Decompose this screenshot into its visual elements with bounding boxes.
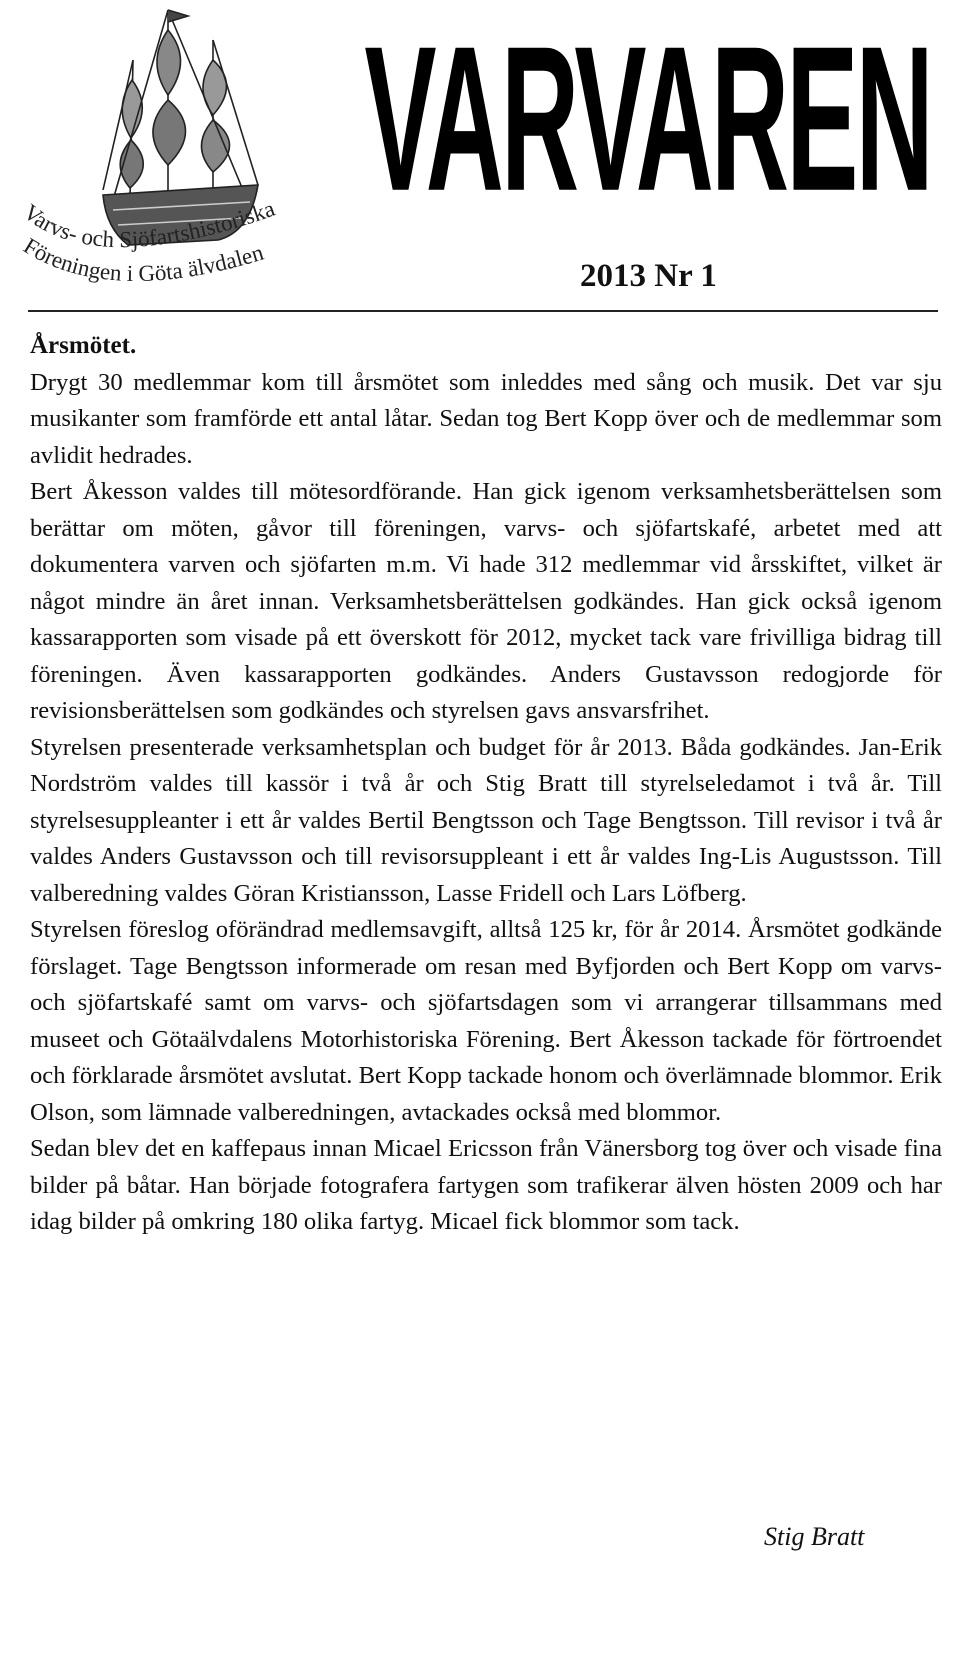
- article-paragraph: Sedan blev det en kaffepaus innan Micael Ericsson från Vänersborg tog över och visade fina bilder på båtar. Han började fotografera fartygen som trafikerar älven hösten 2009 och har idag bilder på omkring 180 olika fartyg. Micael fick blommor som tack.: [30, 1135, 942, 1235]
- sailing-ship-icon: [18, 0, 358, 290]
- article-paragraph: Bert Åkesson valdes till mötesordförande. Han gick igenom verksamhetsberättelsen som berättar om möten, gåvor till föreningen, varvs- och sjöfartskafé, arbetet med att dokumentera varven och sjöfarten m.m. Vi hade 312 medlemmar vid årsskiftet, vilket är något mindre än året innan. Verksamhetsberättelsen godkändes. Han gick också igenom kassarapporten som visade på ett överskott för 2012, mycket tack vare frivilliga bidrag till föreningen. Även kassarapporten godkändes. Anders Gustavsson redogjorde för revisionsberättelsen som godkändes och styrelsen gavs ansvarsfrihet.: [30, 478, 942, 724]
- logo-text-line1: Varvs- och Sjöfartshistoriska: [18, 195, 278, 253]
- article-paragraph: Styrelsen föreslog oförändrad medlemsavgift, alltså 125 kr, för år 2014. Årsmötet godkände förslaget. Tage Bengtsson informerade om resan med Byfjorden och Bert Kopp om varvs- och sjöfartskafé samt om varvs- och sjöfartsdagen som vi arrangerar tillsammans med museet och Götaälvdalens Motorhistoriska Förening. Bert Åkesson tackade för förtroendet och förklarade årsmötet avslutat. Bert Kopp tackade honom och överlämnade blommor. Erik Olson, som lämnade valberedningen, avtackades också med blommor.: [30, 916, 942, 1126]
- masthead: [0, 0, 960, 312]
- author-signature: Stig Bratt: [764, 1522, 865, 1551]
- title-text: VARVAREN: [364, 3, 932, 235]
- divider: [28, 310, 938, 312]
- society-logo: [18, 0, 358, 290]
- article-heading: Årsmötet.: [30, 332, 137, 359]
- logo-text-line2: Föreningen i Göta älvdalen: [19, 233, 267, 287]
- issue-number: 2013 Nr 1: [580, 258, 717, 294]
- newsletter-title: [364, 3, 932, 236]
- article-paragraph: Styrelsen presenterade verksamhetsplan och budget för år 2013. Båda godkändes. Jan-Erik Nordström valdes till kassör i två år och Stig Bratt till styrelseledamot i två år. Till styrelsesuppleanter i ett år valdes Bertil Bengtsson och Tage Bengtsson. Till revisor i två år valdes Anders Gustavsson och till revisorsuppleant i ett år valdes Ing-Lis Augustsson. Till valberedning valdes Göran Kristiansson, Lasse Fridell och Lars Löfberg.: [30, 733, 942, 907]
- article: [30, 328, 942, 1241]
- article-paragraph: Drygt 30 medlemmar kom till årsmötet som inleddes med sång och musik. Det var sju musikanter som framförde ett antal låtar. Sedan tog Bert Kopp över och de medlemmar som avlidit hedrades.: [30, 368, 942, 469]
